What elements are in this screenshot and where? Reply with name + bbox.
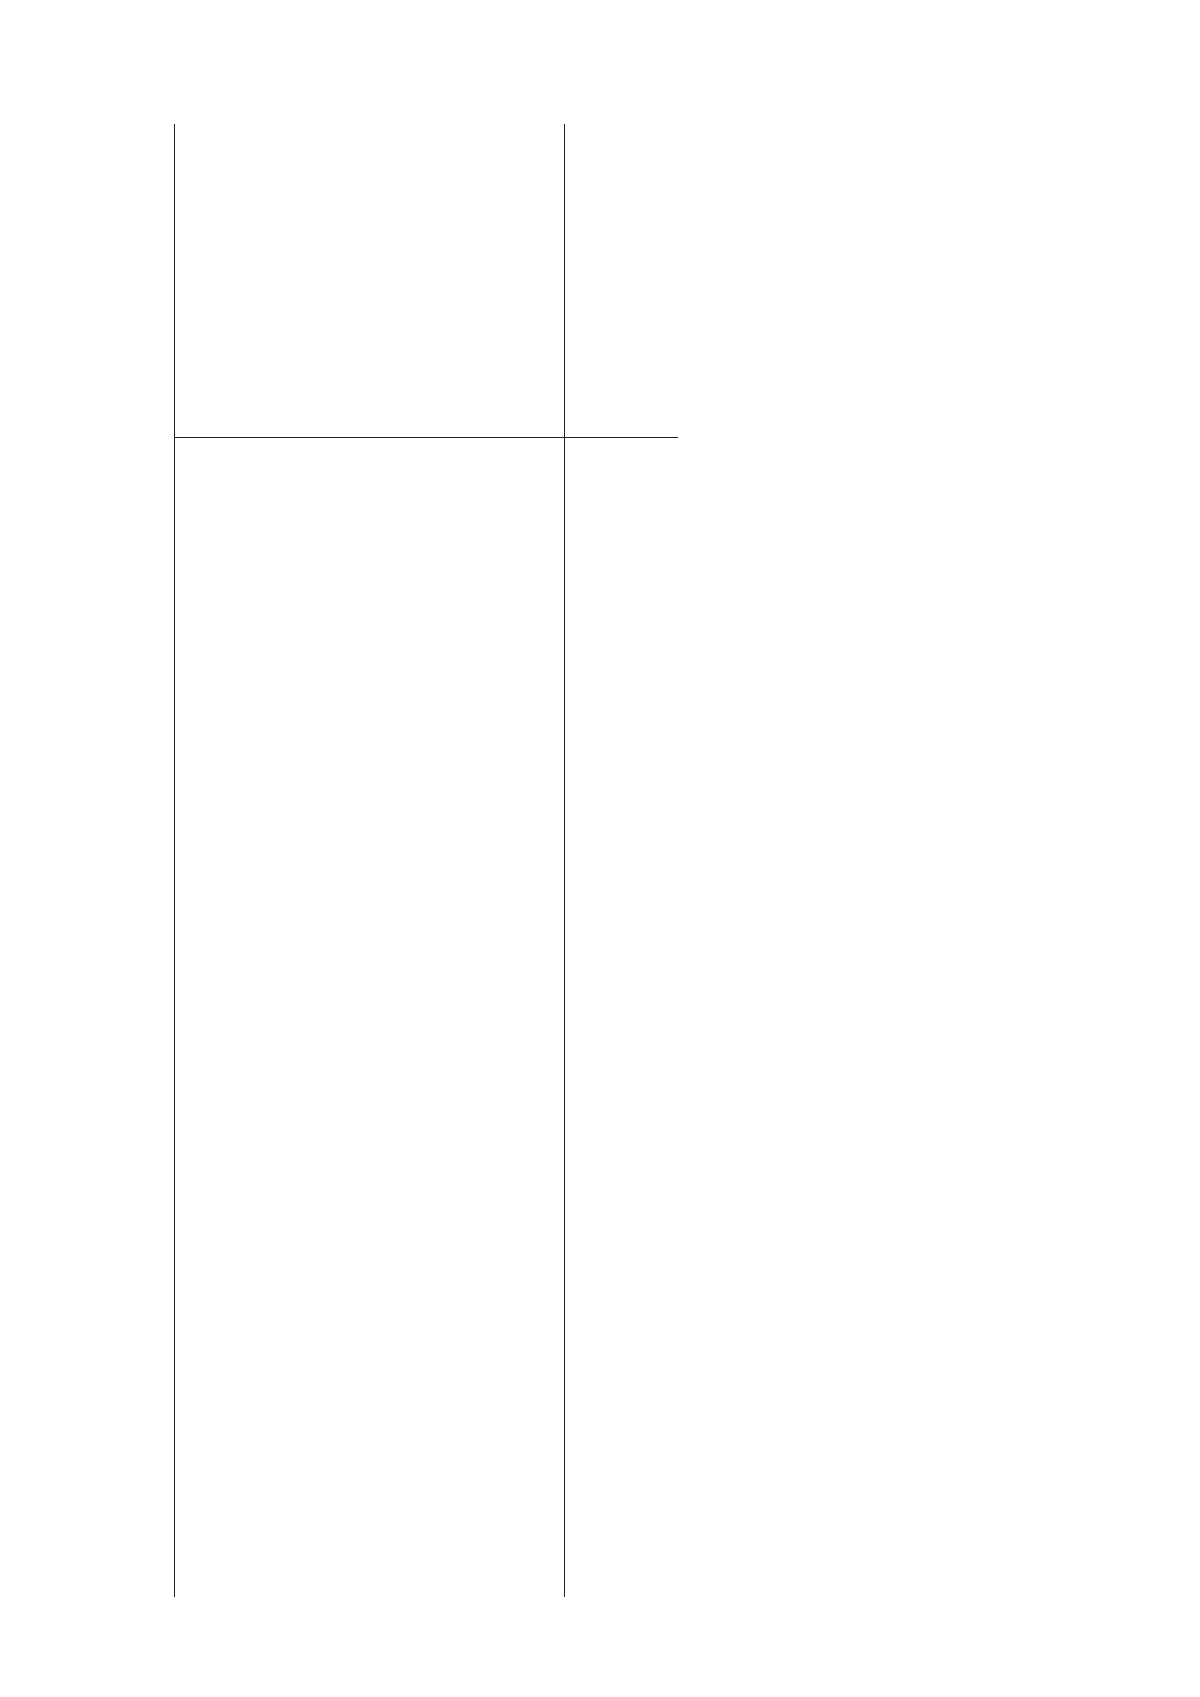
section-divider [174,437,678,438]
left-border [174,124,175,1597]
tariff-table [174,124,1134,1597]
column-divider [564,124,565,1597]
